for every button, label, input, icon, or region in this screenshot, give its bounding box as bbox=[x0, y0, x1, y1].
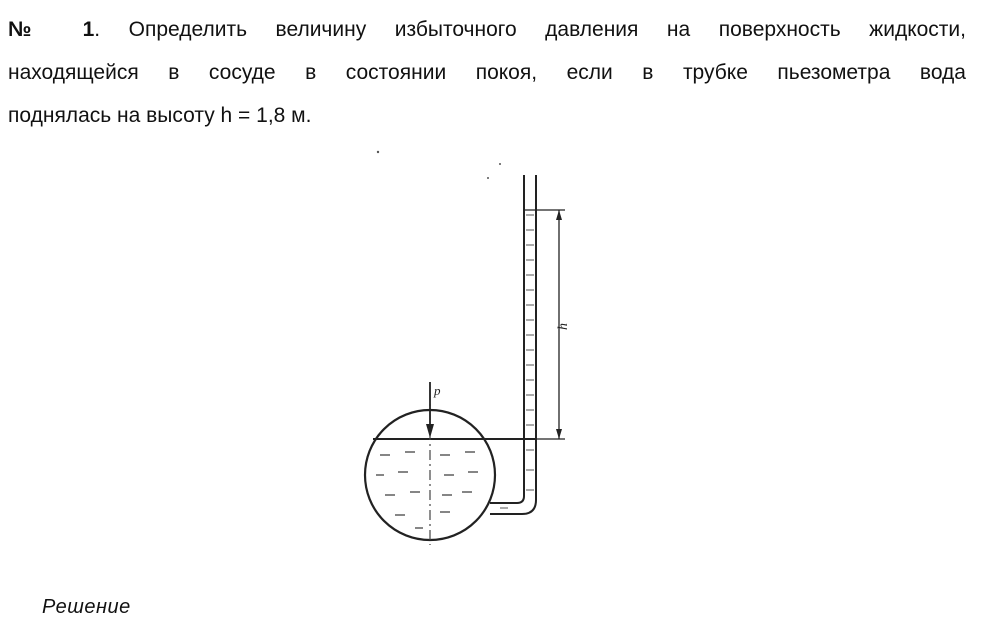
height-arrow-top bbox=[556, 210, 562, 220]
problem-line-2: находящейся в сосуде в состоянии покоя, если в трубке пьезометра вода bbox=[8, 61, 966, 84]
liquid-hatching bbox=[376, 452, 478, 528]
scan-speck bbox=[487, 177, 489, 179]
problem-number: № 1 bbox=[8, 18, 95, 41]
scan-speck bbox=[377, 151, 379, 153]
pressure-arrow-head bbox=[426, 424, 434, 438]
piezometer-diagram bbox=[340, 150, 590, 570]
piezometer-tube-outer bbox=[490, 175, 536, 514]
scan-speck bbox=[499, 163, 501, 165]
height-label: h bbox=[556, 323, 571, 330]
problem-line-1 bbox=[8, 8, 966, 51]
pressure-label: p bbox=[434, 383, 441, 398]
height-arrow-bottom bbox=[556, 429, 562, 439]
problem-text-1: . Определить величину избыточного давления на поверхность жидкости, bbox=[94, 18, 966, 41]
problem-line-3: поднялась на высоту h = 1,8 м. bbox=[8, 104, 312, 127]
tube-water bbox=[500, 215, 534, 508]
piezometer-tube-inner bbox=[490, 175, 524, 503]
solution-heading: Решение bbox=[42, 596, 131, 618]
problem-statement bbox=[8, 8, 966, 137]
